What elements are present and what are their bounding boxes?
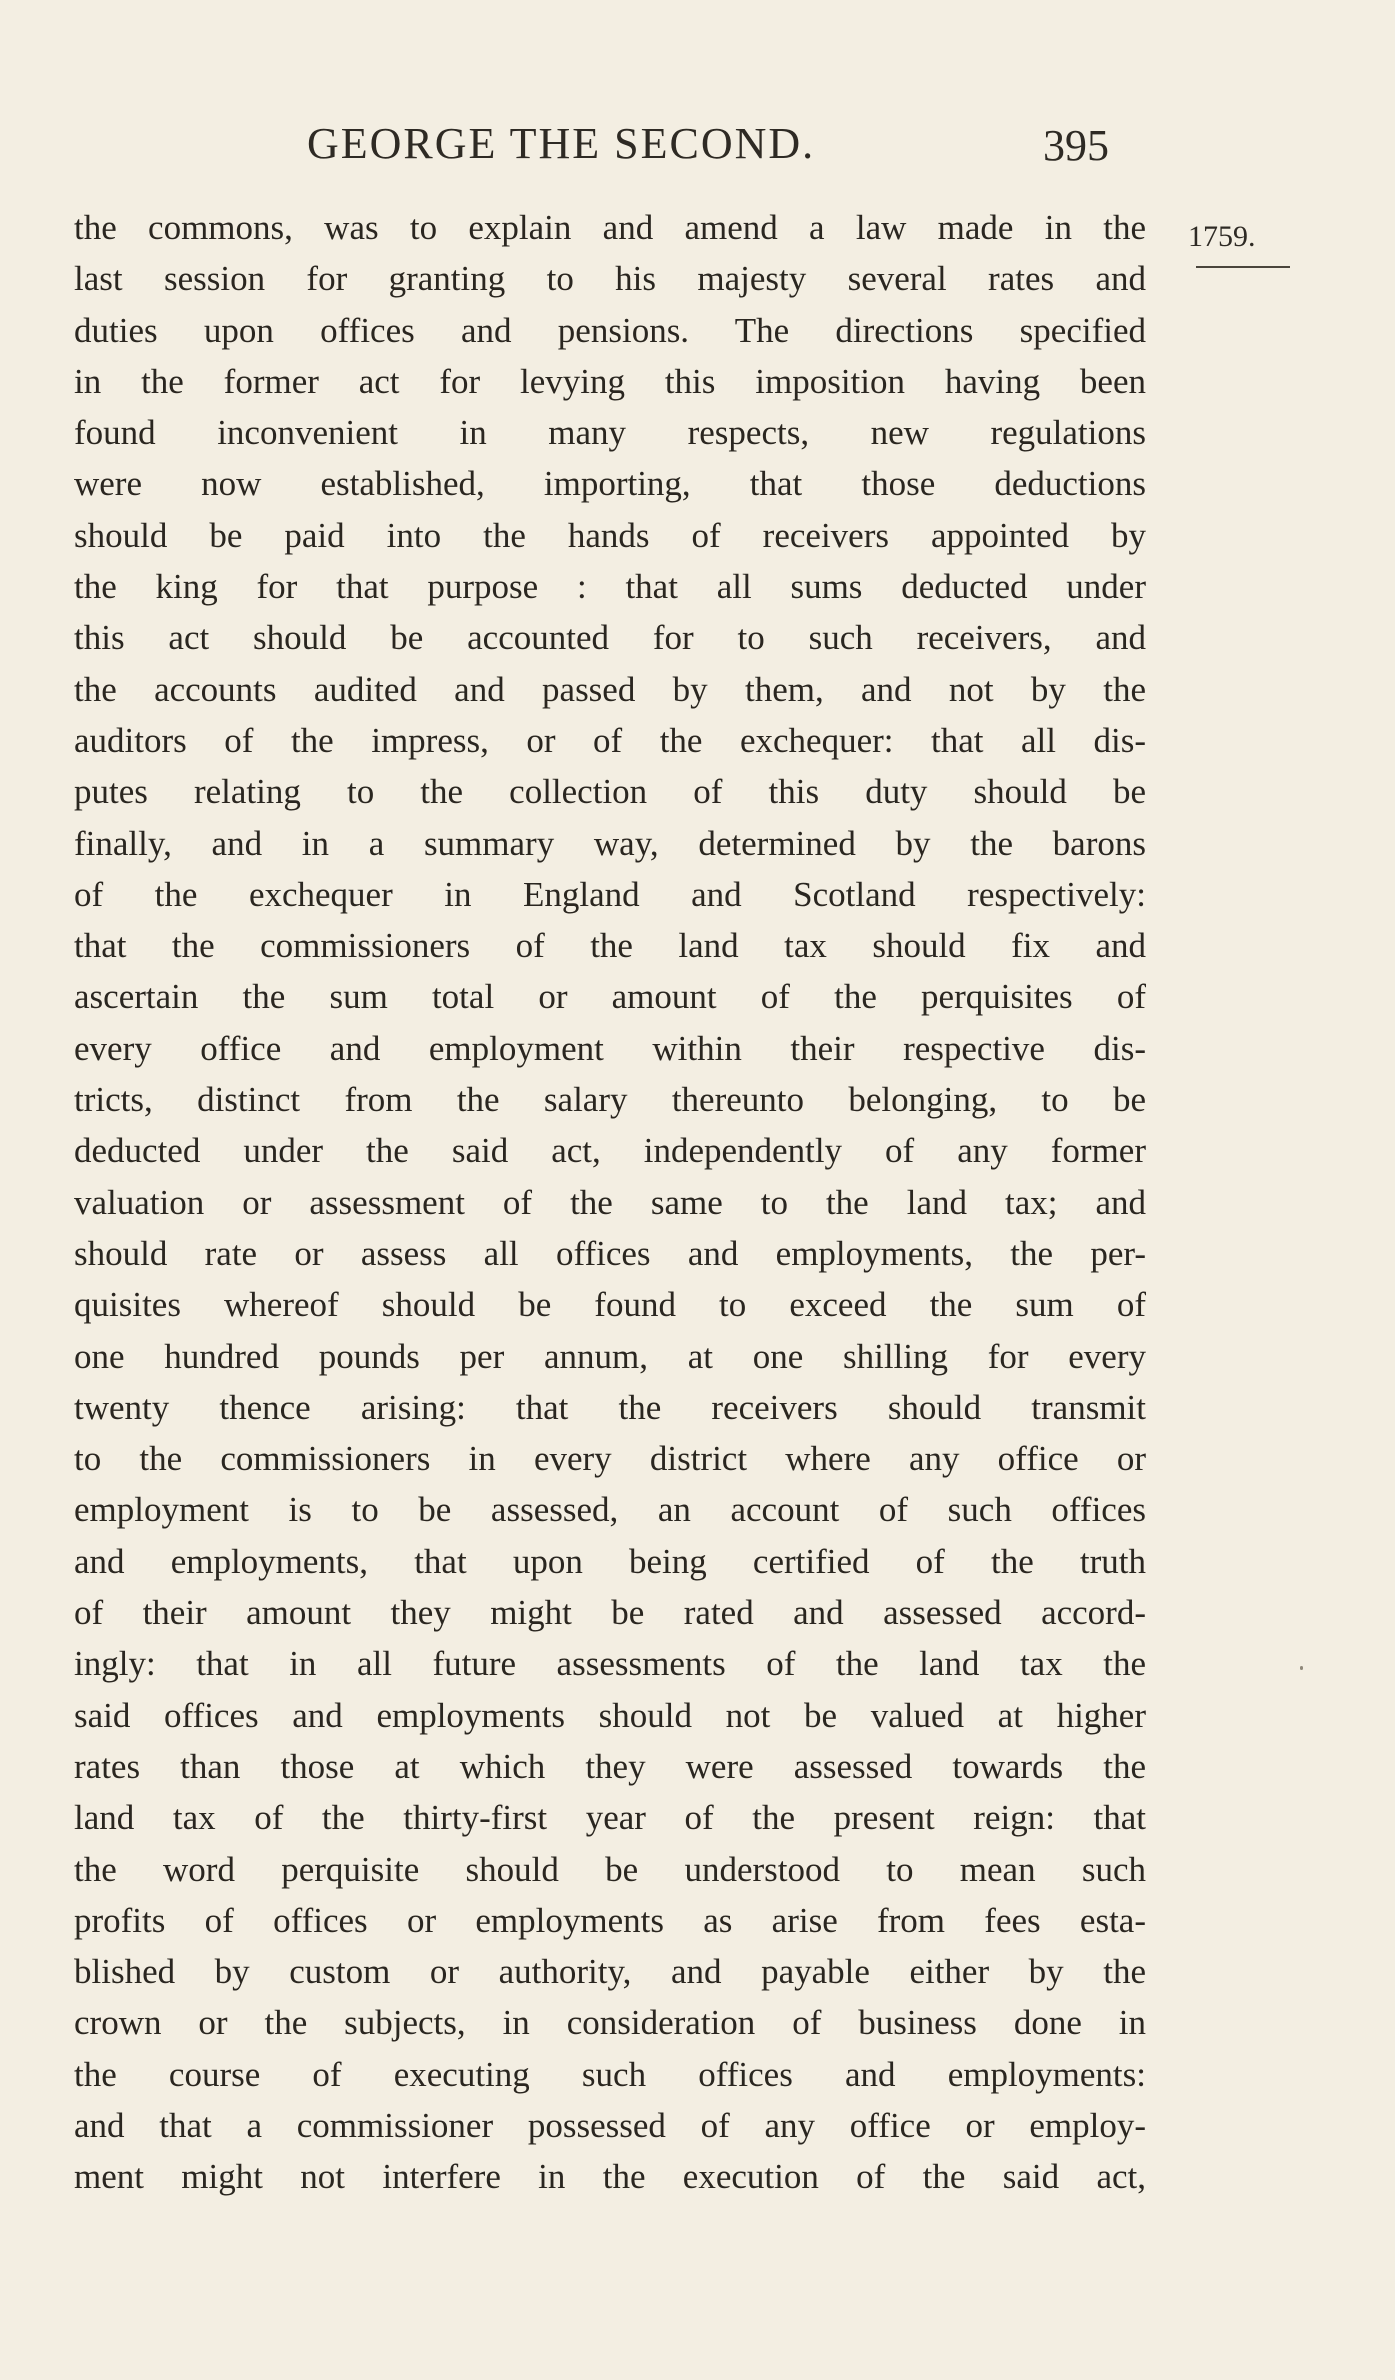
margin-year-note: 1759. — [1188, 220, 1256, 253]
text-line: and employments, that upon being certified of the truth — [74, 1541, 1146, 1581]
text-line: this act should be accounted for to such receivers, and — [74, 618, 1146, 658]
text-line: quisites whereof should be found to exceed the sum of — [74, 1285, 1146, 1325]
text-line: rates than those at which they were assessed towards the — [74, 1746, 1146, 1786]
text-line: were now established, importing, that those deductions — [74, 464, 1146, 504]
text-line: twenty thence arising: that the receivers should transmit — [74, 1387, 1146, 1427]
text-line: last session for granting to his majesty several rates and — [74, 259, 1146, 299]
text-line: valuation or assessment of the same to the land tax; and — [74, 1182, 1146, 1222]
text-line: ingly: that in all future assessments of the land tax the — [74, 1644, 1146, 1684]
text-line: putes relating to the collection of this duty should be — [74, 772, 1146, 812]
text-line: ment might not interfere in the execution of the said act, — [74, 2157, 1146, 2197]
text-line: said offices and employments should not be valued at higher — [74, 1695, 1146, 1735]
text-line: duties upon offices and pensions. The directions specified — [74, 310, 1146, 350]
text-line: found inconvenient in many respects, new regulations — [74, 413, 1146, 453]
text-line: profits of offices or employments as arise from fees esta- — [74, 1900, 1146, 1940]
margin-rule — [1196, 266, 1290, 268]
text-line: and that a commissioner possessed of any office or employ- — [74, 2105, 1146, 2145]
text-line: of their amount they might be rated and assessed accord- — [74, 1593, 1146, 1633]
text-line: in the former act for levying this imposition having been — [74, 361, 1146, 401]
text-line: auditors of the impress, or of the exchequer: that all dis- — [74, 720, 1146, 760]
text-line: deducted under the said act, independently of any former — [74, 1131, 1146, 1171]
text-line: to the commissioners in every district where any office or — [74, 1439, 1146, 1479]
text-line: tricts, distinct from the salary thereunto belonging, to be — [74, 1080, 1146, 1120]
body-text — [74, 202, 1146, 2203]
text-line: the course of executing such offices and employments: — [74, 2054, 1146, 2094]
text-line: employment is to be assessed, an account of such offices — [74, 1490, 1146, 1530]
text-line: crown or the subjects, in consideration of business done in — [74, 2003, 1146, 2043]
text-line: land tax of the thirty-first year of the present reign: that — [74, 1798, 1146, 1838]
text-line: one hundred pounds per annum, at one shilling for every — [74, 1336, 1146, 1376]
text-line: blished by custom or authority, and payable either by the — [74, 1952, 1146, 1992]
text-line: the king for that purpose : that all sums deducted under — [74, 567, 1146, 607]
text-line: that the commissioners of the land tax should fix and — [74, 926, 1146, 966]
paper-speck — [1300, 1666, 1303, 1670]
text-line: the commons, was to explain and amend a law made in the — [74, 208, 1146, 247]
text-line: ascertain the sum total or amount of the perquisites of — [74, 977, 1146, 1017]
text-line: should be paid into the hands of receivers appointed by — [74, 515, 1146, 555]
text-line: should rate or assess all offices and employments, the per- — [74, 1233, 1146, 1273]
page-number: 395 — [1043, 121, 1109, 170]
running-title: GEORGE THE SECOND. — [307, 119, 816, 168]
text-line: of the exchequer in England and Scotland respectively: — [74, 874, 1146, 914]
text-line: finally, and in a summary way, determined by the barons — [74, 823, 1146, 863]
text-line: the accounts audited and passed by them, and not by the — [74, 669, 1146, 709]
text-line: every office and employment within their respective dis- — [74, 1028, 1146, 1068]
text-line: the word perquisite should be understood to mean such — [74, 1849, 1146, 1889]
